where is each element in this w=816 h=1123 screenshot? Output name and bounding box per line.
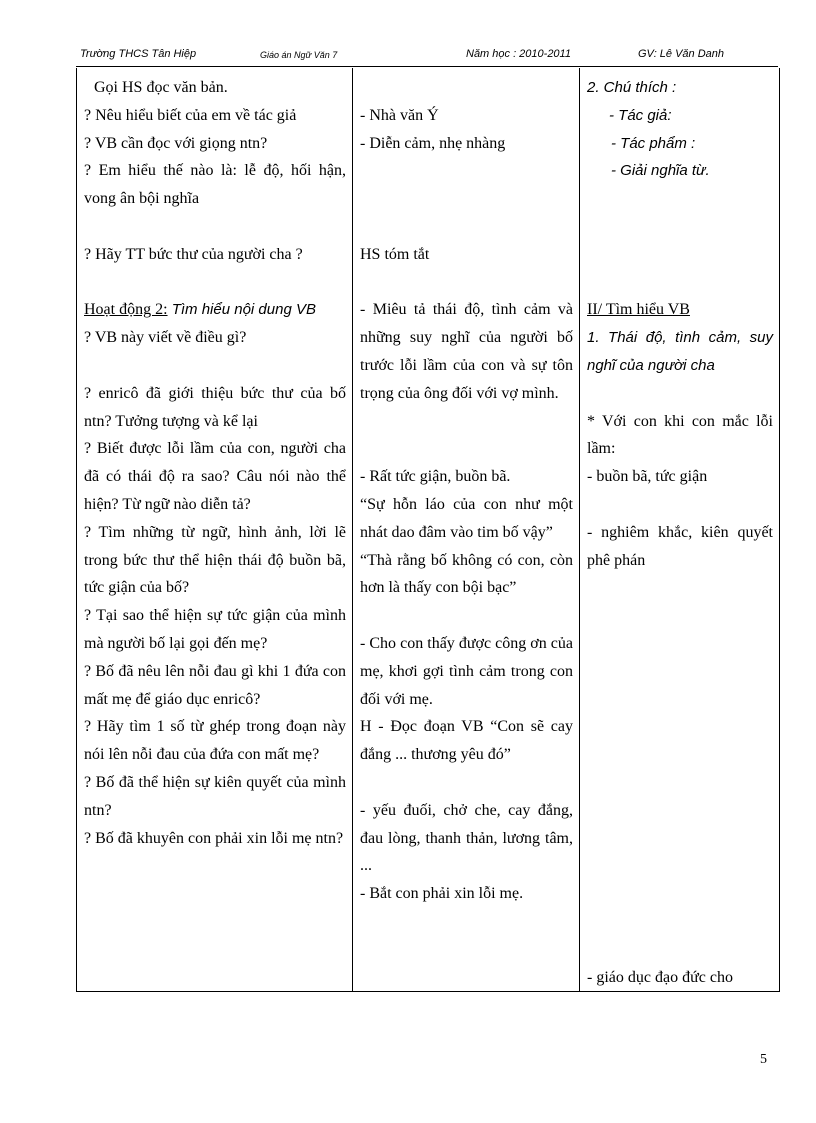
answer: - Rất tức giận, buồn bã.	[360, 468, 511, 486]
page-header	[80, 48, 770, 68]
question: ? Bố đã khuyên con phải xin lỗi mẹ ntn?	[84, 829, 344, 847]
spacer	[587, 658, 773, 686]
answer: - Diễn cảm, nhẹ nhàng	[360, 134, 506, 152]
question: ? enricô đã giới thiệu bức thư của bố ntn? Tưởng tượng và kể lại	[84, 384, 346, 430]
spacer	[587, 852, 773, 880]
note: - buồn bã, tức giận	[587, 468, 708, 486]
spacer	[360, 213, 573, 241]
question: ? Biết được lỗi lầm của con, người cha đã có thái độ ra sao? Câu nói nào thể hiện? Từ ngữ nào diễn tả?	[84, 440, 346, 513]
question: ? Bố đã thể hiện sự kiên quyết của mình ntn?	[84, 773, 346, 819]
spacer	[587, 574, 773, 602]
spacer	[360, 157, 573, 185]
question: ? Tìm những từ ngữ, hình ảnh, lời lẽ trong bức thư thể hiện thái độ buồn bã, tức giận của bố?	[84, 523, 346, 597]
question: ? Hãy tìm 1 số từ ghép trong đoạn này nói lên nỗi đau của đứa con mất mẹ?	[84, 718, 346, 764]
spacer	[360, 435, 573, 463]
question: ? VB này viết về điều gì?	[84, 329, 247, 347]
text-line: Gọi HS đọc văn bản.	[94, 79, 228, 96]
sub-item: - Tác giả:	[609, 106, 672, 124]
spacer	[360, 74, 573, 102]
spacer	[587, 741, 773, 769]
note: * Với con khi con mắc lỗi lầm:	[587, 412, 773, 458]
spacer	[587, 797, 773, 825]
section-heading: II/ Tìm hiểu VB	[587, 301, 690, 319]
note: - nghiêm khắc, kiên quyết phê phán	[587, 523, 773, 569]
spacer	[360, 185, 573, 213]
spacer	[587, 269, 773, 297]
lesson-plan-table	[76, 68, 780, 992]
note: - giáo dục đạo đức cho	[587, 968, 733, 986]
content-column	[580, 68, 780, 992]
spacer	[587, 380, 773, 408]
spacer	[587, 880, 773, 908]
answer: - Cho con thấy được công ơn của mẹ, khơi gợi tình cảm trong con đối với mẹ.	[360, 634, 573, 708]
spacer	[587, 630, 773, 658]
spacer	[84, 213, 346, 241]
question: ? Nêu hiểu biết của em về tác giả	[84, 106, 297, 124]
activity-label: Hoạt động 2:	[84, 301, 168, 319]
spacer	[587, 213, 773, 241]
teacher-activity-column	[77, 68, 353, 992]
spacer	[587, 936, 773, 964]
spacer	[360, 269, 573, 297]
page-number: 5	[760, 1052, 767, 1067]
spacer	[587, 825, 773, 853]
question: ? Hãy TT bức thư của người cha ?	[84, 245, 303, 263]
spacer	[587, 713, 773, 741]
subsection-heading: 1. Thái độ, tình cảm, suy nghĩ của người cha	[587, 329, 773, 374]
sub-item: - Giải nghĩa từ.	[611, 162, 710, 180]
answer: - Nhà văn Ý	[360, 106, 439, 124]
spacer	[360, 408, 573, 436]
activity-heading	[84, 296, 346, 324]
quote: “Thà rằng bố không có con, còn hơn là thấy con bội bạc”	[360, 551, 573, 597]
section-heading: 2. Chú thích :	[587, 79, 677, 96]
table-row	[77, 68, 780, 992]
question: ? Bố đã nêu lên nỗi đau gì khi 1 đứa con mất mẹ để giáo dục enricô?	[84, 662, 346, 708]
header-rule	[76, 66, 778, 67]
question: ? Tại sao thể hiện sự tức giận của mình mà người bố lại gọi đến mẹ?	[84, 607, 346, 652]
spacer	[587, 686, 773, 714]
spacer	[587, 602, 773, 630]
header-subject: Giáo án Ngữ Văn 7	[260, 50, 338, 60]
answer: - yếu đuối, chở che, cay đắng, đau lòng, thanh thản, lương tâm, ...	[360, 801, 573, 875]
answer: - Bắt con phải xin lỗi mẹ.	[360, 885, 524, 903]
spacer	[84, 352, 346, 380]
header-school: Trường THCS Tân Hiệp	[80, 48, 197, 60]
spacer	[587, 908, 773, 936]
spacer	[587, 241, 773, 269]
answer: H - Đọc đoạn VB “Con sẽ cay đắng ... thương yêu đó”	[360, 718, 573, 764]
header-year: Năm học : 2010-2011	[466, 48, 571, 60]
spacer	[84, 269, 346, 297]
question: ? Em hiểu thế nào là: lễ độ, hối hận, vong ân bội nghĩa	[84, 162, 346, 208]
spacer	[587, 185, 773, 213]
header-teacher: GV: Lê Văn Danh	[638, 48, 725, 60]
sub-item: - Tác phẩm :	[611, 134, 696, 152]
answer: - Miêu tả thái độ, tình cảm và những suy nghĩ của người bố trước lỗi lầm của con và sự tôn trọng của ông đối với vợ mình.	[360, 301, 573, 402]
spacer	[360, 769, 573, 797]
activity-title: Tìm hiểu nội dung VB	[167, 301, 316, 319]
student-activity-column	[353, 68, 580, 992]
spacer	[587, 491, 773, 519]
spacer	[360, 602, 573, 630]
spacer	[587, 769, 773, 797]
answer: HS tóm tắt	[360, 245, 430, 263]
question: ? VB cần đọc với giọng ntn?	[84, 134, 268, 152]
quote: “Sự hỗn láo của con như một nhát dao đâm vào tim bố vậy”	[360, 495, 573, 541]
